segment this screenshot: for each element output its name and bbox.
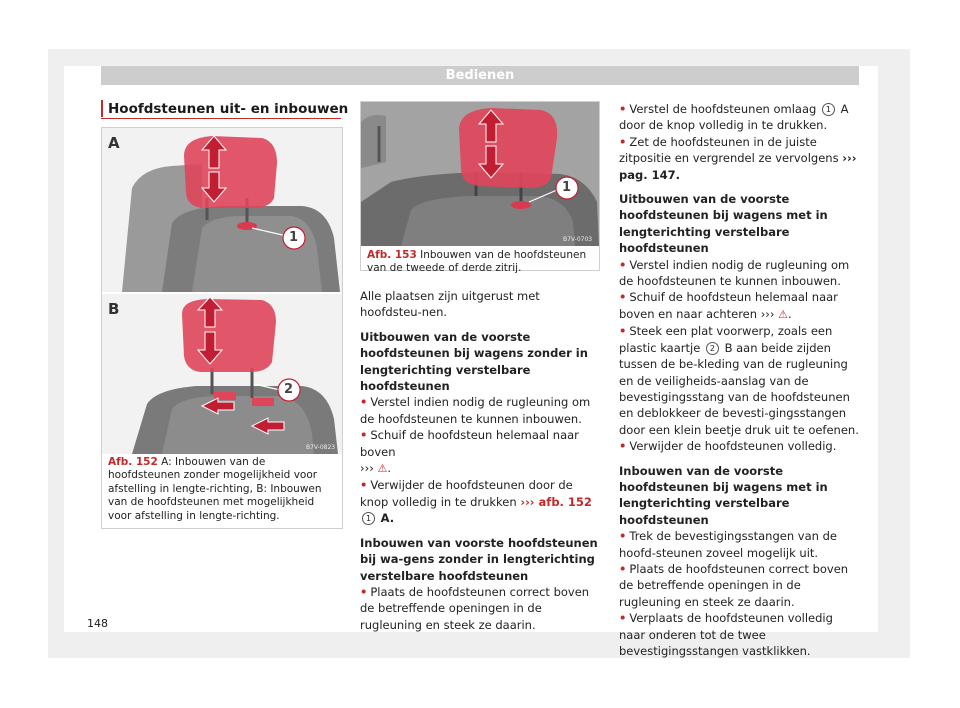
caption-text: Inbouwen van de hoofdsteunen van de tweede of derde zitrij.	[367, 249, 587, 275]
list-item: • Plaats de hoofdsteunen correct boven de betreffende openingen in de rugleuning en steek ze daarin.	[619, 561, 849, 609]
running-header: Bedienen	[101, 66, 859, 85]
column-right	[619, 101, 861, 659]
list-item: • Trek de bevestigingsstangen van de hoofd-steunen zoveel mogelijk uit.	[619, 529, 837, 560]
list-item: • Plaats de hoofdsteunen correct boven de betreffende openingen in de rugleuning en steek ze daarin.	[360, 584, 590, 632]
subheading: Inbouwen van de voorste hoofdsteunen bij wagens met in lengterichting verstelbare hoofdsteunen	[619, 463, 828, 527]
subheading: Inbouwen van voorste hoofdsteunen bij wa-gens zonder in lengterichting verstelbare hoofdsteunen	[360, 535, 598, 583]
subheading: Uitbouwen van de voorste hoofdsteunen bij wagens met in lengterichting verstelbare hoofdsteunen	[619, 192, 828, 256]
caption-ref: Afb. 153	[367, 249, 417, 261]
figure-153	[360, 101, 600, 275]
list-item: • Verstel indien nodig de rugleuning om de hoofdsteunen te kunnen inbouwen.	[619, 257, 850, 289]
caption-ref: Afb. 152	[108, 456, 158, 468]
intro-text: Alle plaatsen zijn uitgerust met hoofdsteu-nen.	[360, 289, 540, 320]
list-item: • Schuif de hoofdsteun helemaal naar boven ››› ⚠.	[360, 428, 579, 476]
figure-152-caption	[108, 456, 336, 523]
list-item: • Verstel de hoofdsteunen omlaag 1 A door de knop volledig in te drukken.	[619, 102, 849, 133]
list-item: • Verwijder de hoofdsteunen volledig.	[619, 439, 837, 454]
figure-link[interactable]: ››› afb. 152	[520, 494, 592, 509]
caption-text: A: Inbouwen van de hoofdsteunen zonder mogelijkheid voor afstelling in lengte-richting, B: Inbouwen van de hoofdsteunen met mogelijkheid voor afstelling in lengte-richting.	[108, 456, 322, 522]
section-title: Hoofdsteunen uit- en inbouwen	[108, 101, 349, 117]
rear-headrest-illustration	[361, 102, 599, 246]
headrest-illustration-b	[102, 294, 342, 454]
list-item: • Schuif de hoofdsteun helemaal naar boven en naar achteren ››› ⚠.	[619, 290, 838, 321]
page-number: 148	[87, 617, 108, 630]
list-item: • Steek een plat voorwerp, zoals een plastic kaartje 2 B aan beide zijden tussen de be-kleding van de rugleuning en de veiligheids-aanslag van de bevestigingsstang van de hoofdsteunen en deblokkeer de bevesti-gingsstangen door een klein beetje druk uit te oefenen.	[619, 324, 859, 437]
callout-number: 1	[362, 512, 375, 525]
figure-label-b: B	[108, 300, 120, 318]
page-link[interactable]: ››› pag. 147.	[619, 151, 857, 182]
figure-152	[101, 127, 343, 529]
callout-1: 1	[562, 180, 572, 195]
headrest-illustration-a	[102, 128, 342, 292]
callout-number: 1	[822, 103, 835, 116]
warning-icon: ⚠	[778, 307, 789, 321]
list-item: • Verstel indien nodig de rugleuning om de hoofdsteunen te kunnen inbouwen.	[360, 395, 591, 426]
column-middle	[360, 288, 600, 633]
list-item: • Verplaats de hoofdsteunen volledig naar onderen tot de twee bevestigingsstangen vastklikken.	[619, 611, 833, 658]
callout-number: 2	[706, 342, 719, 355]
cross-ref-arrow: ›››	[360, 461, 374, 476]
figure-label-a: A	[108, 134, 120, 152]
figure-153-caption	[367, 249, 595, 276]
warning-icon: ⚠	[377, 462, 388, 476]
title-accent-bar	[101, 100, 103, 117]
callout-2: 2	[284, 382, 294, 397]
title-rule	[101, 118, 341, 119]
figure-152-image-b	[102, 294, 342, 454]
callout-1: 1	[289, 230, 299, 245]
figure-code: B7V-0703	[563, 236, 593, 243]
figure-152-image-a	[102, 128, 342, 292]
figure-153-image	[361, 102, 599, 246]
list-item: • Verwijder de hoofdsteunen door de knop volledig in te drukken ››› afb. 152 1 A.	[360, 478, 592, 526]
figure-code: B7V-0823	[306, 444, 336, 451]
list-item: • Zet de hoofdsteunen in de juiste zitpositie en vergrendel ze vervolgens ››› pag. 147.	[619, 134, 857, 182]
subheading: Uitbouwen van de voorste hoofdsteunen bij wagens zonder in lengterichting verstelbare hoofdsteunen	[360, 329, 588, 394]
